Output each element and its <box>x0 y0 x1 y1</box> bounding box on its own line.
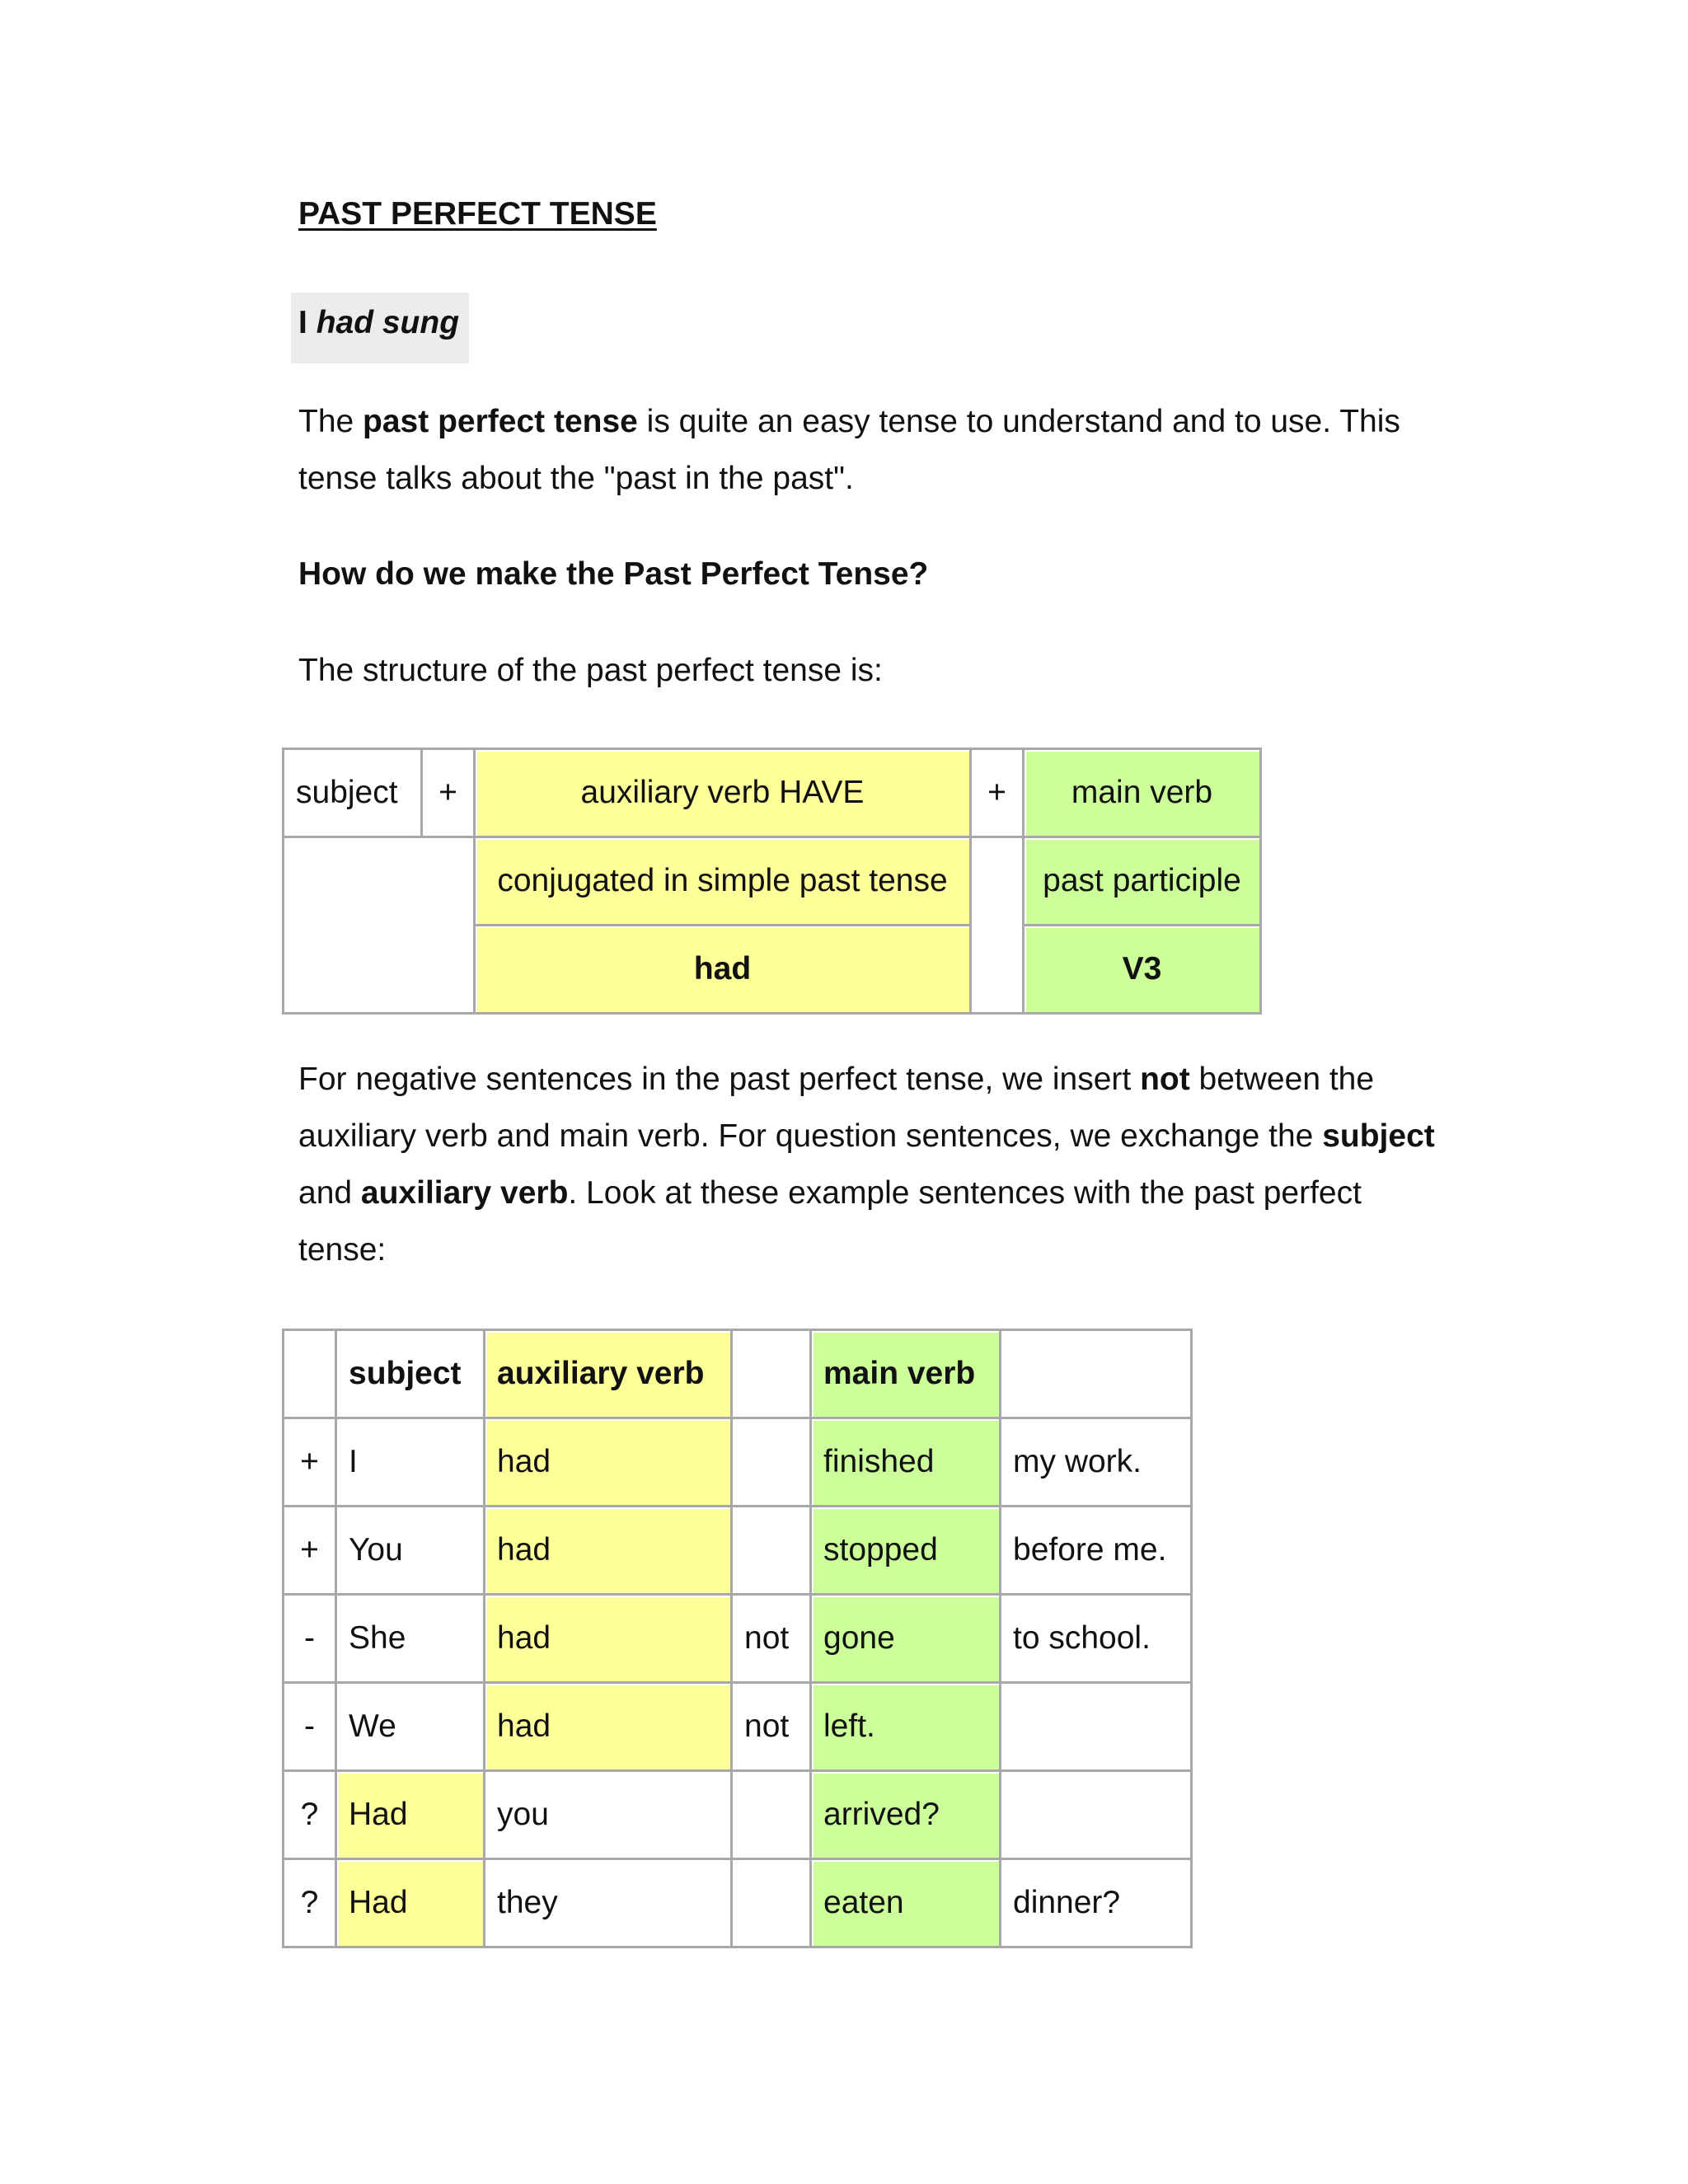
negative-line-1 <box>298 1051 1374 1108</box>
sign-cell: + <box>284 1418 336 1507</box>
negative-line-4: tense: <box>298 1232 387 1268</box>
not-cell: not <box>732 1595 811 1683</box>
main-verb-cell: left. <box>811 1683 1001 1771</box>
rest-cell: to school. <box>1001 1595 1192 1683</box>
para-text: between the <box>1189 1062 1375 1097</box>
header-cell <box>1001 1330 1192 1418</box>
structure-subject-cell: subject <box>284 749 422 837</box>
structure-table <box>282 748 1262 1015</box>
not-cell <box>732 1418 811 1507</box>
structure-plus-cell: + <box>422 749 475 837</box>
table-header-row <box>284 1330 1192 1418</box>
table-row <box>284 1507 1192 1595</box>
para-text: auxiliary verb and main verb. For question sentences, we exchange the <box>298 1118 1323 1154</box>
main-verb-cell: stopped <box>811 1507 1001 1595</box>
para-text: and <box>298 1175 361 1211</box>
structure-plus-cell: + <box>971 749 1024 837</box>
intro-line-2: tense talks about the "past in the past". <box>298 461 854 496</box>
structure-aux-value: had <box>475 926 971 1014</box>
header-cell: auxiliary verb <box>485 1330 732 1418</box>
negative-line-3 <box>298 1165 1362 1221</box>
table-row <box>284 1595 1192 1683</box>
table-row <box>284 1418 1192 1507</box>
negative-line-2 <box>298 1108 1435 1165</box>
not-cell: not <box>732 1683 811 1771</box>
header-cell: main verb <box>811 1330 1001 1418</box>
subject-cell: you <box>485 1771 732 1859</box>
header-cell: subject <box>336 1330 485 1418</box>
structure-empty-cell <box>971 837 1024 1014</box>
aux-cell: had <box>485 1683 732 1771</box>
intro-line-1 <box>298 393 1400 450</box>
examples-table <box>282 1329 1193 1948</box>
rest-cell: dinner? <box>1001 1859 1192 1947</box>
intro-term: past perfect tense <box>363 404 638 439</box>
header-cell <box>284 1330 336 1418</box>
subject-cell: We <box>336 1683 485 1771</box>
rest-cell <box>1001 1771 1192 1859</box>
subject-cell: I <box>336 1418 485 1507</box>
sign-cell: + <box>284 1507 336 1595</box>
structure-main-value: V3 <box>1024 926 1261 1014</box>
not-cell <box>732 1859 811 1947</box>
aux-cell: had <box>485 1595 732 1683</box>
rest-cell <box>1001 1683 1192 1771</box>
subject-cell: She <box>336 1595 485 1683</box>
example-verb: had sung <box>316 305 460 340</box>
sign-cell: ? <box>284 1771 336 1859</box>
aux-cell: had <box>485 1418 732 1507</box>
main-verb-cell: arrived? <box>811 1771 1001 1859</box>
sign-cell: ? <box>284 1859 336 1947</box>
structure-main-form: past participle <box>1024 837 1261 926</box>
aux-cell: had <box>485 1507 732 1595</box>
example-pronoun: I <box>298 305 307 340</box>
header-cell <box>732 1330 811 1418</box>
aux-cell: Had <box>336 1859 485 1947</box>
table-row <box>284 1771 1192 1859</box>
main-verb-cell: finished <box>811 1418 1001 1507</box>
table-row <box>284 1859 1192 1947</box>
structure-intro: The structure of the past perfect tense is: <box>298 653 883 688</box>
para-text: . Look at these example sentences with the past perfect <box>568 1175 1362 1211</box>
structure-empty-cell <box>284 837 475 1014</box>
para-term: auxiliary verb <box>360 1175 569 1211</box>
intro-text: The <box>298 404 363 439</box>
rest-cell: my work. <box>1001 1418 1192 1507</box>
para-term: subject <box>1322 1118 1435 1154</box>
sign-cell: - <box>284 1683 336 1771</box>
para-term: not <box>1140 1062 1190 1097</box>
structure-aux-header: auxiliary verb HAVE <box>475 749 971 837</box>
not-cell <box>732 1507 811 1595</box>
structure-aux-form: conjugated in simple past tense <box>475 837 971 926</box>
structure-main-header: main verb <box>1024 749 1261 837</box>
intro-text: is quite an easy tense to understand and to use. This <box>637 404 1400 439</box>
table-row <box>284 1683 1192 1771</box>
sign-cell: - <box>284 1595 336 1683</box>
page-title: PAST PERFECT TENSE <box>298 196 657 232</box>
main-verb-cell: eaten <box>811 1859 1001 1947</box>
main-verb-cell: gone <box>811 1595 1001 1683</box>
subject-cell: they <box>485 1859 732 1947</box>
tense-example <box>298 298 459 348</box>
not-cell <box>732 1771 811 1859</box>
section-heading: How do we make the Past Perfect Tense? <box>298 556 929 592</box>
rest-cell: before me. <box>1001 1507 1192 1595</box>
para-text: For negative sentences in the past perfect tense, we insert <box>298 1062 1141 1097</box>
subject-cell: You <box>336 1507 485 1595</box>
aux-cell: Had <box>336 1771 485 1859</box>
